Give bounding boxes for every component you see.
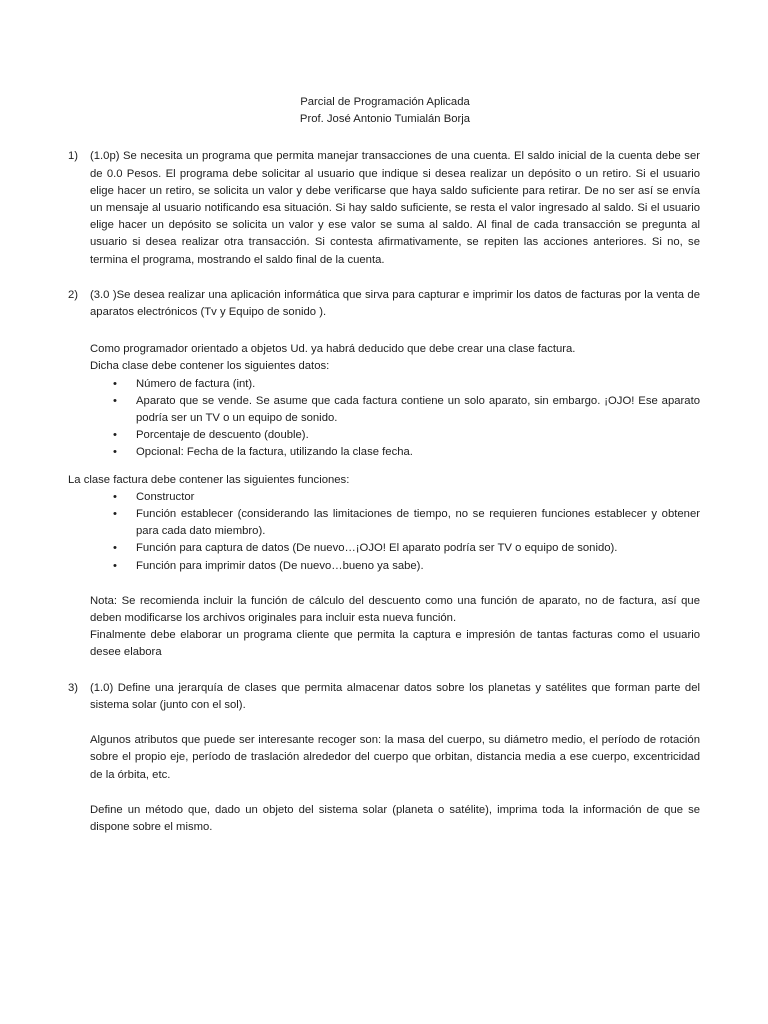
list-item: • Número de factura (int).	[113, 376, 700, 393]
question-text: (1.0p) Se necesita un programa que permita manejar transacciones de una cuenta. El saldo inicial de la cuenta debe ser de 0.0 Pesos. El programa debe solicitar al usuario que indique si desea realizar un depósito o un retiro. Si el usuario elige hacer un retiro, se solicita un valor y debe verificarse que haya saldo suficiente para retirar. De no ser así se envía un mensaje al usuario notificando esa situación. Si hay saldo suficiente, se resta el valor ingresado al saldo. Si el usuario elige hacer un depósito se solicita un valor y ese valor se suma al saldo. Al final de cada transacción se pregunta al usuario si desea realizar otra transacción. Si contesta afirmativamente, se repiten las acciones anteriores. Si no, se termina el programa, mostrando el saldo final de la cuenta.	[90, 150, 700, 266]
question-number: 1)	[68, 150, 79, 163]
question-number: 2)	[68, 288, 79, 301]
functions-list	[68, 489, 700, 575]
question-text: (3.0 )Se desea realizar una aplicación informática que sirva para capturar e imprimir los datos de facturas por la venta de aparatos electrónicos (Tv y Equipo de sonido ).	[90, 288, 700, 319]
list-item: • Función para imprimir datos (De nuevo…bueno ya sabe).	[113, 558, 700, 575]
data-list	[68, 376, 700, 462]
data-intro: Dicha clase debe contener los siguientes datos:	[90, 360, 330, 373]
attributes-paragraph: Algunos atributos que puede ser interesante recoger son: la masa del cuerpo, su diámetro medio, el período de rotación sobre el propio eje, período de traslación alrededor del cuerpo que orbitan, distancia media a ese cuerpo, excentricidad de la órbita, etc.	[90, 734, 700, 781]
list-item: • Constructor	[113, 489, 700, 506]
exam-title: Parcial de Programación Aplicada	[300, 96, 470, 108]
professor-name: Prof. José Antonio Tumialán Borja	[299, 113, 471, 126]
list-item: • Función para captura de datos (De nuevo…¡OJO! El aparato podría ser TV o equipo de sonido).	[113, 540, 700, 557]
list-item: • Aparato que se vende. Se asume que cada factura contiene un solo aparato, sin embargo. ¡OJO! Ese aparato podría ser un TV o un equipo de sonido.	[113, 393, 700, 427]
list-item: • Opcional: Fecha de la factura, utilizando la clase fecha.	[113, 444, 700, 461]
note-paragraph: Nota: Se recomienda incluir la función de cálculo del descuento como una función de aparato, no de factura, así que deben modificarse los archivos originales para incluir esta nueva función.	[90, 594, 700, 625]
list-item: • Porcentaje de descuento (double).	[113, 427, 700, 444]
question-3	[68, 680, 700, 714]
class-intro: Como programador orientado a objetos Ud. ya habrá deducido que debe crear una clase factura.	[90, 343, 576, 356]
final-paragraph: Finalmente debe elaborar un programa cliente que permita la captura e impresión de tantas facturas como el usuario desee elabora	[90, 629, 700, 659]
list-item: • Función establecer (considerando las limitaciones de tiempo, no se requieren funciones establecer y obtener para cada dato miembro).	[113, 506, 700, 540]
question-text: (1.0) Define una jerarquía de clases que permita almacenar datos sobre los planetas y satélites que forman parte del sistema solar (junto con el sol).	[90, 681, 700, 711]
functions-intro: La clase factura debe contener las siguientes funciones:	[68, 473, 350, 486]
method-paragraph: Define un método que, dado un objeto del sistema solar (planeta o satélite), imprima toda la información de que se dispone sobre el mismo.	[90, 803, 700, 833]
question-number: 3)	[68, 681, 79, 694]
question-2	[68, 287, 700, 321]
question-1	[68, 148, 700, 268]
